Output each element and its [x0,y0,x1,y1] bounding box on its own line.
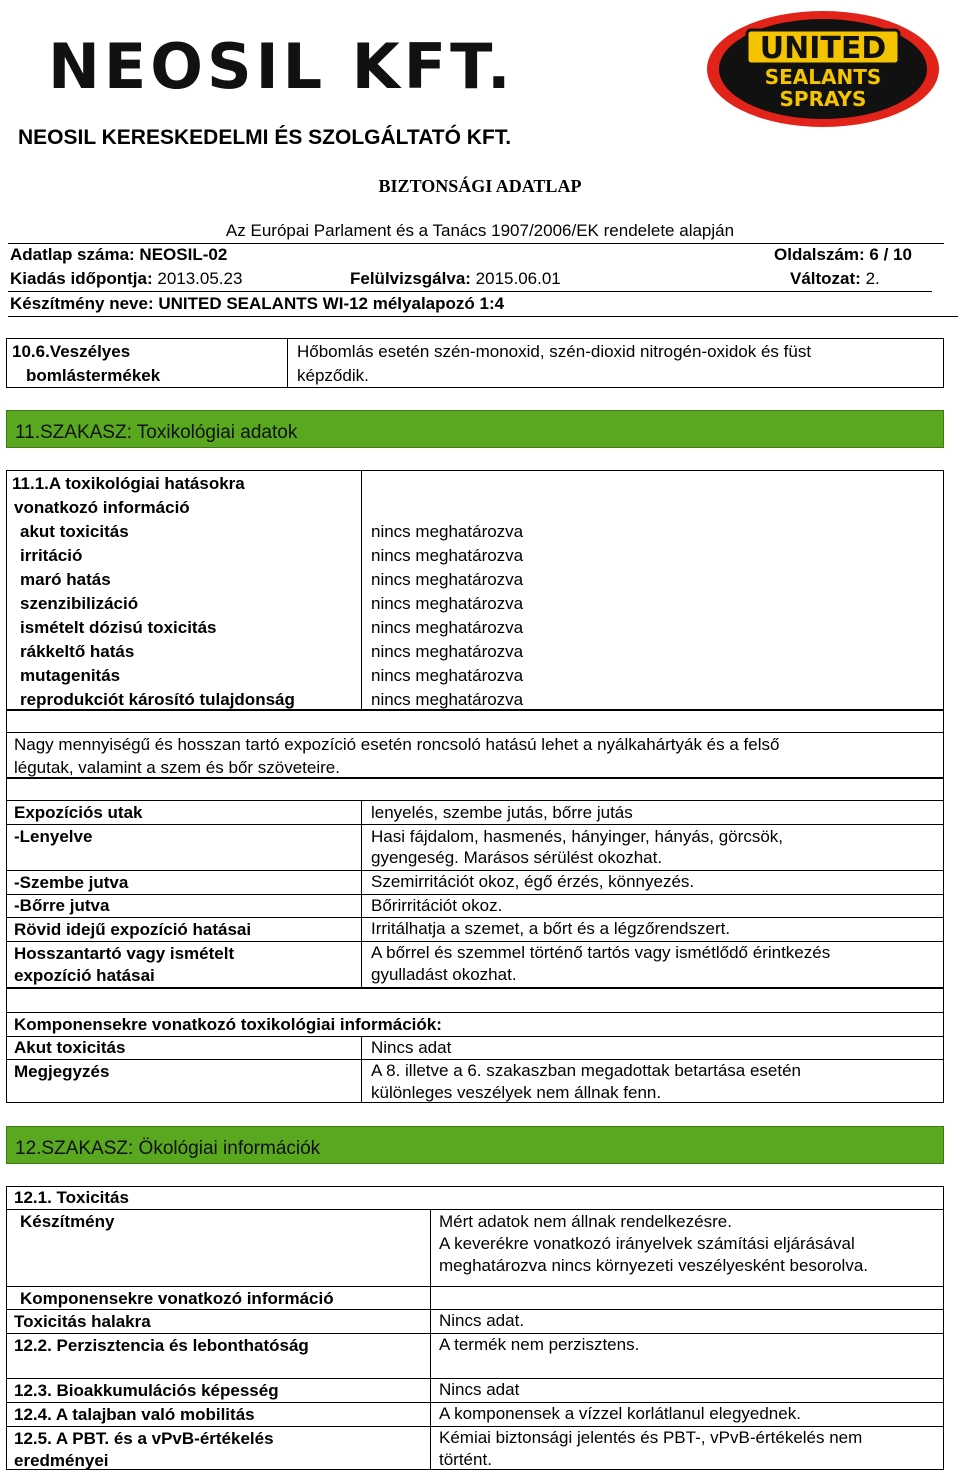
effect-value: nincs meghatározva [371,594,524,613]
soil-mobility-label: 12.4. A talajban való mobilitás [14,1405,255,1424]
short-term-value: Irritálhatja a szemet, a bőrt és a légzőrendszert. [371,919,731,938]
box-divider [287,338,288,388]
short-term-label: Rövid idejű expozíció hatásai [14,920,252,939]
pbt-value-2: történt. [439,1450,492,1469]
remark-value-1: A 8. illetve a 6. szakaszban megadottak betartása esetén [371,1061,801,1080]
effect-name: rákkeltő hatás [20,642,135,661]
toxicity-title: 12.1. Toxicitás [14,1188,129,1207]
components-title: Komponensekre vonatkozó toxikológiai információk: [14,1015,442,1034]
page-number: Oldalszám: 6 / 10 [774,245,912,264]
tox-note-1: Nagy mennyiségű és hosszan tartó expozíció esetén roncsoló hatású lehet a nyálkahártyák és a felső [14,735,780,754]
eye-label: -Szembe jutva [14,873,129,892]
s11-1-title-2: vonatkozó információ [14,498,190,517]
soil-mobility-value: A komponensek a vízzel korlátlanul elegyednek. [439,1404,801,1423]
svg-text:SPRAYS: SPRAYS [779,87,867,111]
exposure-routes-label: Expozíciós utak [14,803,143,822]
pbt-value-1: Kémiai biztonsági jelentés és PBT-, vPvB-értékelés nem [439,1428,863,1447]
effect-name: ismételt dózisú toxicitás [20,618,217,637]
document-title: BIZTONSÁGI ADATLAP [378,176,582,196]
s10-6-text-2: képződik. [297,366,369,385]
components-table-divider [361,1036,362,1103]
effect-name: maró hatás [20,570,111,589]
svg-text:SEALANTS: SEALANTS [764,65,882,89]
effect-name: irritáció [20,546,83,565]
product-value-1: Mért adatok nem állnak rendelkezésre. [439,1212,732,1231]
effect-value: nincs meghatározva [371,570,524,589]
toxicology-table-divider [361,470,362,710]
product-divider [8,316,958,317]
component-info-label: Komponensekre vonatkozó információ [20,1289,334,1308]
regulation-line: Az Európai Parlament és a Tanács 1907/2006/EK rendelete alapján [225,221,735,240]
effect-value: nincs meghatározva [371,618,524,637]
effect-name: mutagenitás [20,666,121,685]
skin-label: -Bőrre jutva [14,896,110,915]
s10-6-label-1: 10.6.Veszélyes [12,342,131,361]
pbt-label-1: 12.5. A PBT. és a vPvB-értékelés [14,1429,274,1448]
tox-note-2: légutak, valamint a szem és bőr szöveteire. [14,758,340,777]
sheet-number: Adatlap száma: NEOSIL-02 [10,245,228,264]
long-term-label-1: Hosszantartó vagy ismételt [14,944,235,963]
long-term-value-2: gyulladást okozhat. [371,965,517,984]
acute-tox-value: Nincs adat [371,1038,452,1057]
product-label: Készítmény [20,1212,115,1231]
issue-date: Kiadás időpontja: 2013.05.23 [10,269,243,288]
remark-label: Megjegyzés [14,1062,110,1081]
company-name: NEOSIL KERESKEDELMI ÉS SZOLGÁLTATÓ KFT. [18,126,512,149]
version: Változat: 2. [790,269,880,288]
exposure-routes-value: lenyelés, szembe jutás, bőrre jutás [371,803,633,822]
neosil-logo: NEOSIL KFT. [48,30,515,103]
effect-value: nincs meghatározva [371,522,524,541]
s11-1-title-1: 11.1.A toxikológiai hatásokra [12,474,245,493]
long-term-value-1: A bőrrel és szemmel történő tartós vagy ismétlődő érintkezés [371,943,831,962]
ingestion-value-1: Hasi fájdalom, hasmenés, hányinger, hányás, görcsök, [371,827,784,846]
revision-date: Felülvizsgálva: 2015.06.01 [350,269,561,288]
effect-value: nincs meghatározva [371,642,524,661]
product-value-2: A keverékre vonatkozó irányelvek számítási eljárásával [439,1234,855,1253]
effect-name: akut toxicitás [20,522,129,541]
effect-name: reprodukciót károsító tulajdonság [20,690,295,709]
ingestion-value-2: gyengeség. Marásos sérülést okozhat. [371,848,663,867]
product-value-3: meghatározva nincs környezeti veszélyesként besorolva. [439,1256,868,1275]
acute-tox-label: Akut toxicitás [14,1038,126,1057]
effect-value: nincs meghatározva [371,666,524,685]
ingestion-label: -Lenyelve [14,827,93,846]
bioaccumulation-label: 12.3. Bioakkumulációs képesség [14,1381,279,1400]
remark-value-2: különleges veszélyek nem állnak fenn. [371,1083,662,1102]
long-term-label-2: expozíció hatásai [14,966,155,985]
bioaccumulation-value: Nincs adat [439,1380,520,1399]
effect-value: nincs meghatározva [371,690,524,709]
effect-value: nincs meghatározva [371,546,524,565]
product-name: Készítmény neve: UNITED SEALANTS WI-12 mélyalapozó 1:4 [10,294,505,313]
fish-tox-label: Toxicitás halakra [14,1312,151,1331]
eye-value: Szemirritációt okoz, égő érzés, könnyezés. [371,872,695,891]
section-12-header: 12.SZAKASZ: Ökológiai információk [6,1126,944,1164]
effect-name: szenzibilizáció [20,594,139,613]
ecology-table-divider [430,1209,431,1470]
s10-6-label-2: bomlástermékek [26,366,161,385]
svg-text:UNITED: UNITED [759,31,887,66]
skin-value: Bőrirritációt okoz. [371,896,503,915]
s10-6-text-1: Hőbomlás esetén szén-monoxid, szén-dioxid nitrogén-oxidok és füst [297,342,812,361]
persistence-label: 12.2. Perzisztencia és lebonthatóság [14,1336,309,1355]
pbt-label-2: eredményei [14,1451,109,1470]
fish-tox-value: Nincs adat. [439,1311,525,1330]
persistence-value: A termék nem perzisztens. [439,1335,640,1354]
section-11-header: 11.SZAKASZ: Toxikológiai adatok [6,410,944,448]
united-sealants-sprays-logo [705,8,941,130]
